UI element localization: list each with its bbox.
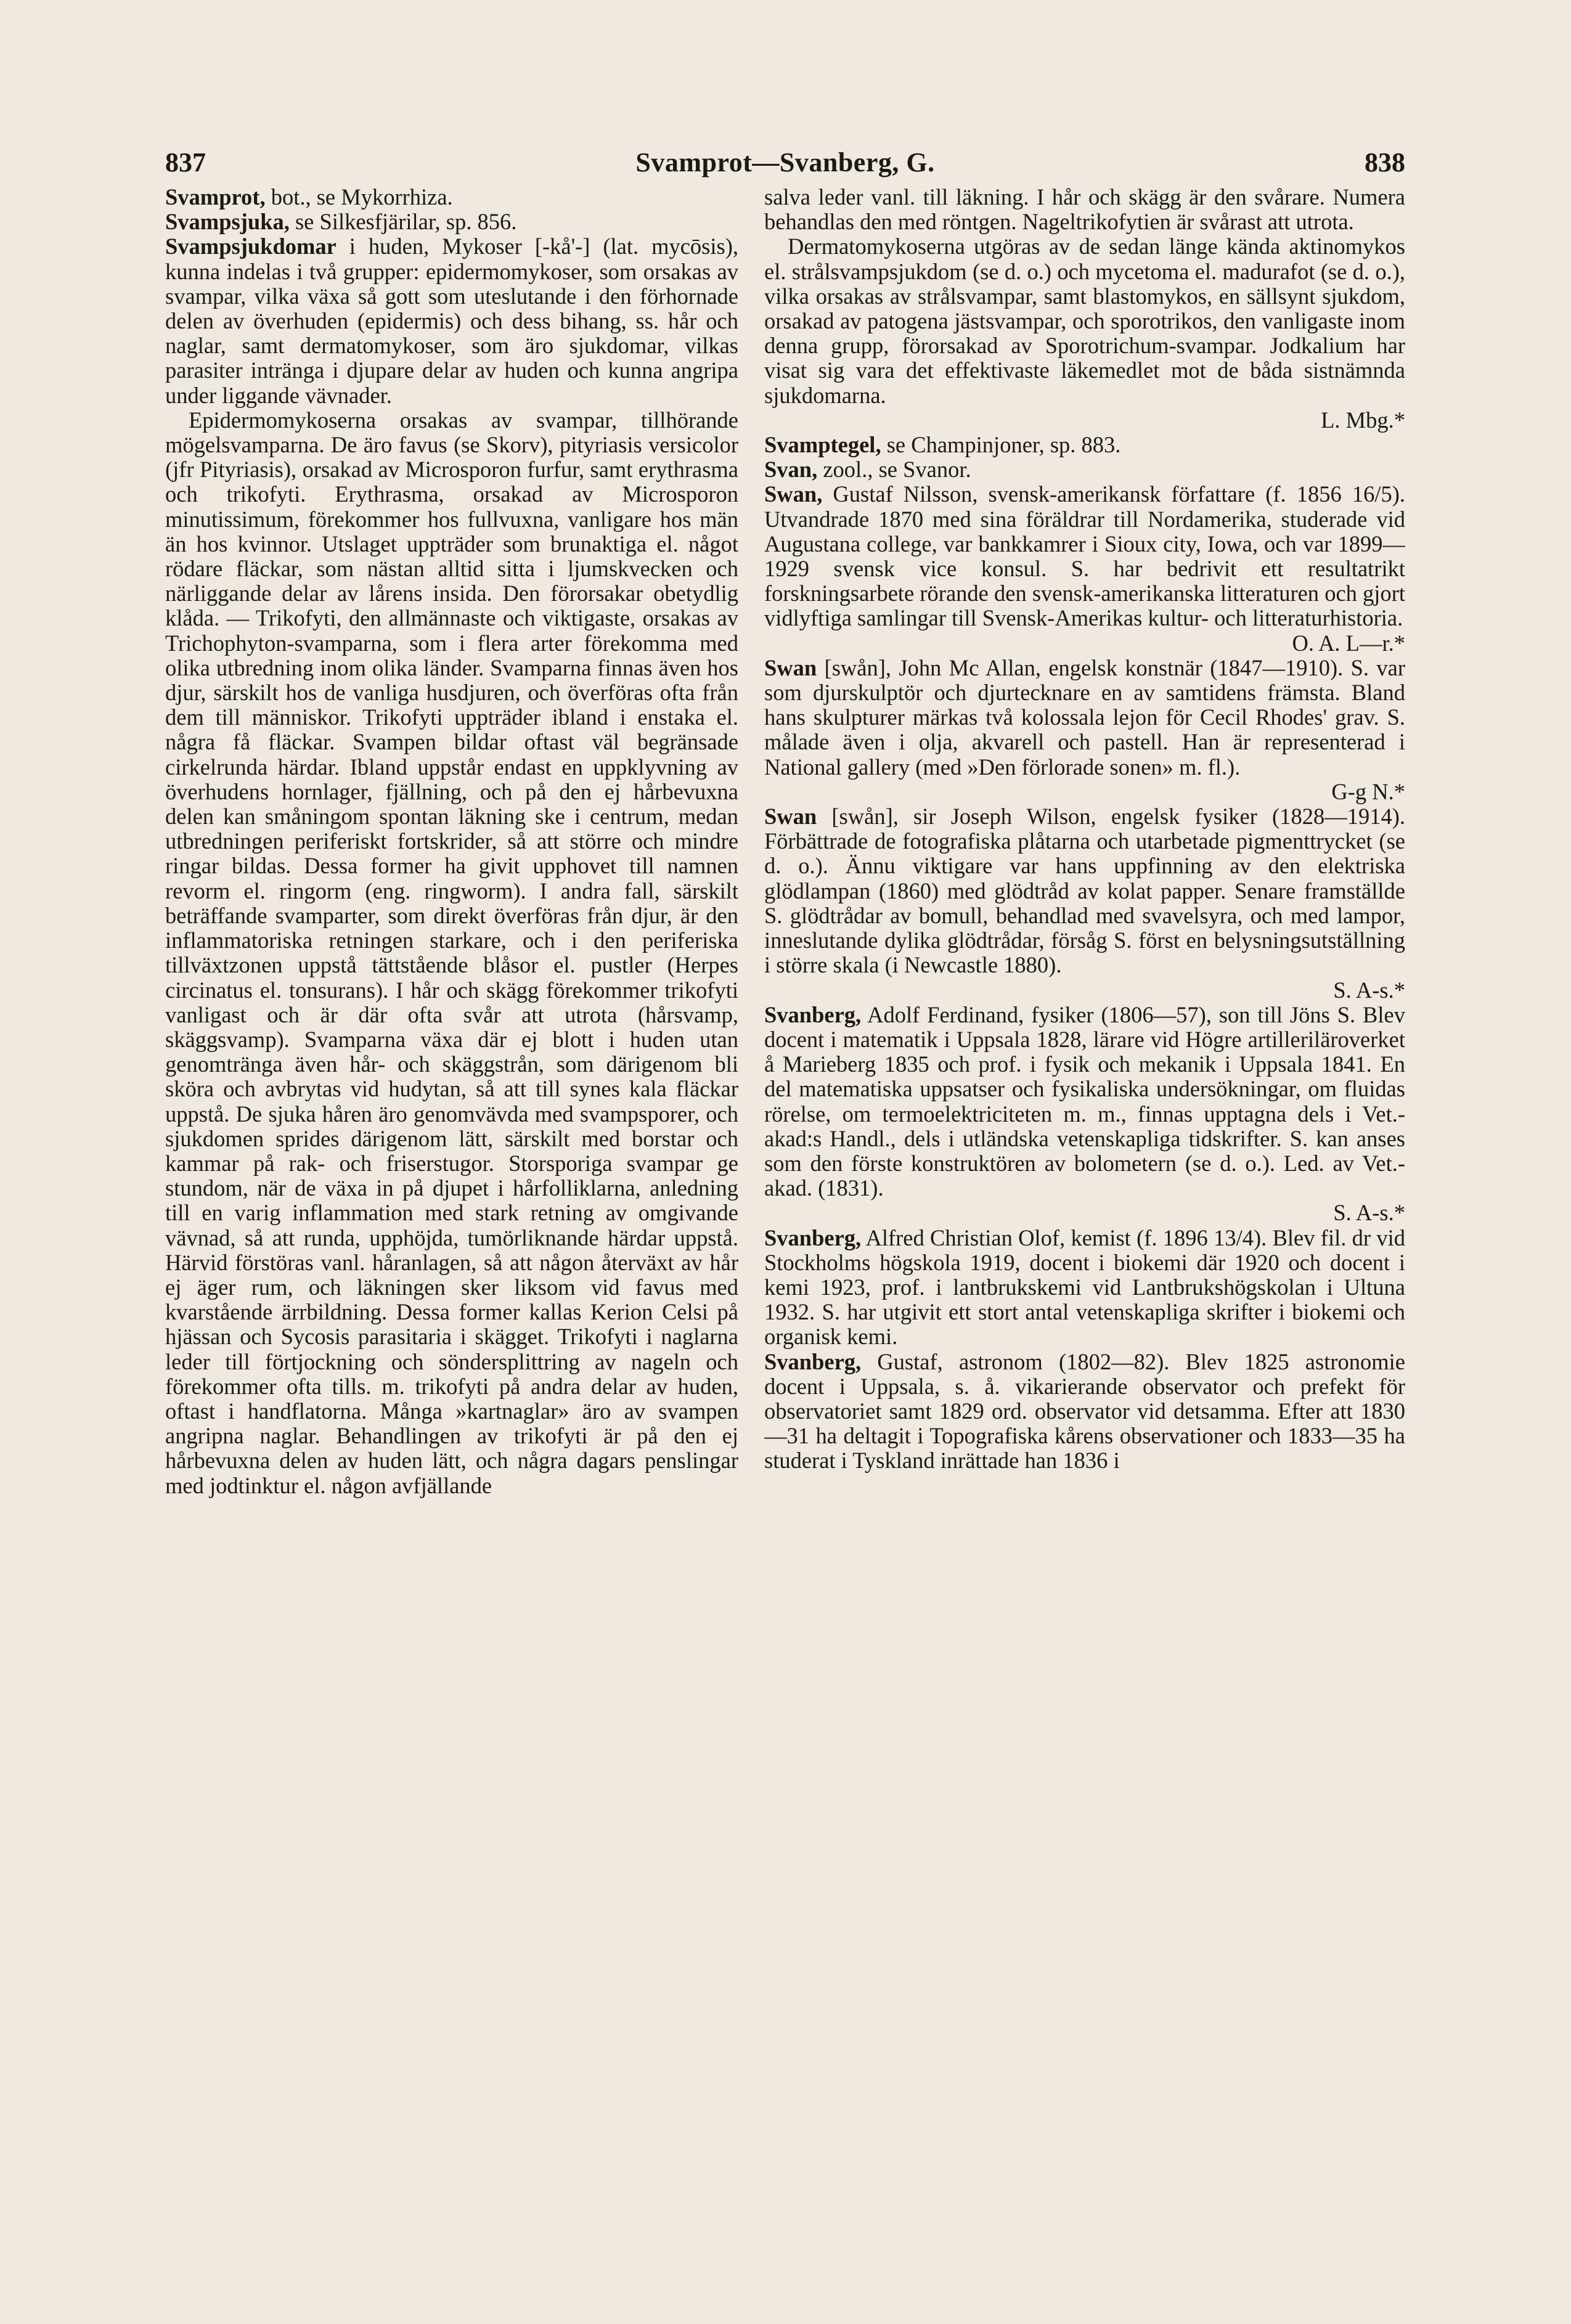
headword: Swan [764, 654, 817, 680]
entry-text: salva leder vanl. till läkning. I hår och skägg är den svårare. Numera behandlas den med röntgen. Nageltrikofytien är svårast att utrota. [764, 185, 1405, 235]
page-number-right: 838 [1365, 147, 1405, 177]
entry-epidermomykoser [165, 408, 738, 1498]
headword: Svanberg, [764, 1225, 862, 1250]
entry-text: se Champinjoner, sp. 883. [881, 432, 1121, 458]
entry-text: Gustaf Nilsson, svensk-amerikansk författare (f. 1856 16/5). Utvandrade 1870 med sina föräldrar till Nordamerika, studerade vid Augustana college, var bankkamrer i Sioux city, Iowa, och var 1899—1929 svensk vice konsul. S. har bedrivit ett resultatrikt forskningsarbete rörande den svensk-amerikanska litteraturen och gjort vidlyftiga samlingar till Svensk-Amerikas kultur- och litteraturhistoria. [764, 481, 1405, 631]
entry-dermatomykoser [764, 234, 1405, 433]
headword: Svamptegel, [764, 432, 881, 458]
headword: Svampsjukdomar [165, 234, 337, 259]
headword: Svampsjuka, [165, 209, 290, 235]
signature: O. A. L—r.* [1292, 630, 1405, 656]
entry-text: Adolf Ferdinand, fysiker (1806—57), son till Jöns S. Blev docent i matematik i Uppsala 1828, lärare vid Högre artilleriläroverket å Marieberg 1835 och prof. i fysik och mekanik i Uppsala 1841. En del matematiska uppsatser och fysikaliska undersökningar, om fluidas rörelse, om termoelektriciteten m. m., finnas upptagna dels i Vet.-akad:s Handl., dels i utländska vetenskapliga tidskrifter. S. kan anses som den förste konstruktören av bolometern (se d. o.). Led. av Vet.-akad. (1831). [764, 1001, 1405, 1201]
headword: Svamprot, [165, 185, 266, 210]
entry-svanberg-gustaf [764, 1350, 1405, 1474]
entry-text: zool., se Svanor. [817, 457, 971, 483]
page-header [165, 147, 1405, 190]
signature: S. A-s.* [1333, 1200, 1405, 1226]
entry-text: Gustaf, astronom (1802—82). Blev 1825 astronomie docent i Uppsala, s. å. vikarierande observator och prefekt för observatoriet samt 1829 ord. observator vid detsamma. Efter att 1830—31 ha deltagit i Topografiska kårens observationer och 1833—35 ha studerat i Tyskland inrättade han 1836 i [764, 1348, 1405, 1474]
left-column [165, 185, 738, 2268]
signature: G-g N.* [1331, 778, 1405, 804]
entry-swan-gustaf [764, 482, 1405, 655]
headword: Svanberg, [764, 1001, 862, 1027]
entry-svampsjuka [165, 210, 738, 234]
headword: Swan [764, 804, 817, 830]
entry-svan [764, 457, 1405, 482]
entry-text: bot., se Mykorrhiza. [265, 185, 453, 210]
entry-svamptegel [764, 433, 1405, 457]
page-number-left: 837 [165, 147, 206, 177]
entry-swan-john [764, 656, 1405, 804]
entry-text: se Silkesfjärilar, sp. 856. [289, 209, 517, 235]
entry-swan-joseph [764, 804, 1405, 1003]
signature: S. A-s.* [1333, 977, 1405, 1003]
entry-text: Epidermomykoserna orsakas av svampar, tillhörande mögelsvamparna. De äro favus (se Skorv), pityriasis versicolor (jfr Pityriasis), orsakad av Microsporon furfur, samt erythrasma och trikofyti. Erythrasma, orsakad av Microsporon minutissimum, förekommer hos fullvuxna, vanligare hos män än hos kvinnor. Utslaget uppträder som brunaktiga el. något rödare fläckar, som nästan alltid sitta i ljumskvecken och närliggande delar av lårens insida. Den förorsakar obetydlig klåda. — Trikofyti, den allmännaste och viktigaste, orsakas av Trichophyton-svamparna, som i flera arter förekomma med olika utbredning inom olika länder. Svamparna finnas även hos djur, särskilt hos de vanliga husdjuren, och överföras ofta från dem till människor. Trikofyti uppträder ibland i enstaka el. några få fläckar. Svampen bildar oftast väl begränsade cirkelrunda härdar. Ibland uppstår endast en uppklyvning av överhudens hornlager, fjällning, och på den ej hårbevuxna delen kan småningom spontan läkning ske i centrum, medan utbredningen periferiskt fortskrider, så att större och mindre ringar bildas. Dessa former ha givit upphovet till namnen revorm el. ringorm (eng. ringworm). I andra fall, särskilt beträffande svamparter, som direkt överföras från djur, är den inflammatoriska retningen starkare, och i den periferiska tillväxtzonen uppstå tättstående blåsor el. pustler (Herpes circinatus el. tonsurans). I hår och skägg förekommer trikofyti vanligast och är där ofta svår att utrota (hårsvamp, skäggsvamp). Svamparna växa där ej blott i huden utan genomtränga även hår- och skäggstrån, som därigenom bli sköra och avbrytas vid hudytan, så att till synes kala fläckar uppstå. De sjuka håren äro genomvävda med svampsporer, och sjukdomen sprides därigenom lätt, särskilt med borstar och kammar på rak- och friserstugor. Storsporiga svampar ge stundom, när de växa in på djupet i hårfolliklarna, anledning till en varig inflammation med stark retning av omgivande vävnad, så att runda, upphöjda, tumörliknande härdar uppstå. Härvid förstöras vanl. håranlagen, så att någon återväxt av hår ej äger rum, och läkningen sker liksom vid favus med kvarstående ärrbildning. Dessa former kallas Kerion Celsi på hjässan och Sycosis parasitaria i skägget. Trikofyti i naglarna leder till förtjockning och söndersplittring av nageln och förekommer ofta tills. m. trikofyti på andra delar av huden, oftast i handflatorna. Många »kartnaglar» äro av svampen angripna naglar. Behandlingen av trikofyti är på den ej hårbevuxna delen av huden lätt, och några dagars penslingar med jodtinktur el. någon avfjällande [165, 407, 738, 1498]
entry-svanberg-adolf [764, 1003, 1405, 1226]
entry-svampsjukdomar [165, 234, 738, 407]
headword: Svanberg, [764, 1348, 862, 1374]
entry-continuation [764, 185, 1405, 234]
running-title: Svamprot—Svanberg, G. [635, 147, 935, 177]
entry-text: Dermatomykoserna utgöras av de sedan länge kända aktinomykos el. strålsvampsjukdom (se d. o.) och mycetoma el. madurafot (se d. o.), vilka orsakas av strålsvampar, samt blastomykos, en sällsynt sjukdom, orsakad av patogena jästsvampar, och sporotrikos, den vanligaste inom denna grupp, förorsakad av Sporotrichum-svampar. Jodkalium har visat sig vara det effektivaste läkemedlet mot de båda sistnämnda sjukdomarna. [764, 234, 1405, 408]
headword: Svan, [764, 457, 818, 483]
signature: L. Mbg.* [1321, 407, 1405, 433]
entry-text: [swån], sir Joseph Wilson, engelsk fysiker (1828—1914). Förbättrade de fotografiska plåtarna och utarbetade pigmenttrycket (se d. o.). Ännu viktigare var hans uppfinning av den elektriska glödlampan (1860) med glödtråd av kolat papper. Senare framställde S. glödtrådar av bomull, behandlad med svavelsyra, och med lampor, inneslutande dylika glödtrådar, försåg S. först en belysningsutställning i större skala (i Newcastle 1880). [764, 804, 1405, 978]
entry-svamprot [165, 185, 738, 210]
entry-text: Alfred Christian Olof, kemist (f. 1896 13/4). Blev fil. dr vid Stockholms högskola 1919, docent i biokemi där 1920 och docent i kemi 1923, prof. i lantbrukskemi vid Lantbrukshögskolan i Ultuna 1932. S. har utgivit ett stort antal vetenskapliga skrifter i biokemi och organisk kemi. [764, 1225, 1405, 1350]
entry-text: i huden, Mykoser [-kå'-] (lat. mycōsis), kunna indelas i två grupper: epidermomykoser, som orsakas av svampar, vilka växa så gott som uteslutande i den förhornade delen av överhuden (epidermis) och dess bihang, ss. hår och naglar, samt dermatomykoser, som äro sjukdomar, vilkas parasiter intränga i djupare delar av huden och kunna angripa under liggande vävnader. [165, 234, 738, 408]
right-column [764, 185, 1405, 2268]
entry-svanberg-alfred [764, 1226, 1405, 1350]
headword: Swan, [764, 481, 823, 507]
entry-text: [swån], John Mc Allan, engelsk konstnär (1847—1910). S. var som djurskulptör och djurtecknare en av samtidens främsta. Bland hans skulpturer märkas två kolossala lejon för Cecil Rhodes' grav. S. målade även i olja, akvarell och pastell. Han är representerad i National gallery (med »Den förlorade sonen» m. fl.). [764, 654, 1405, 780]
